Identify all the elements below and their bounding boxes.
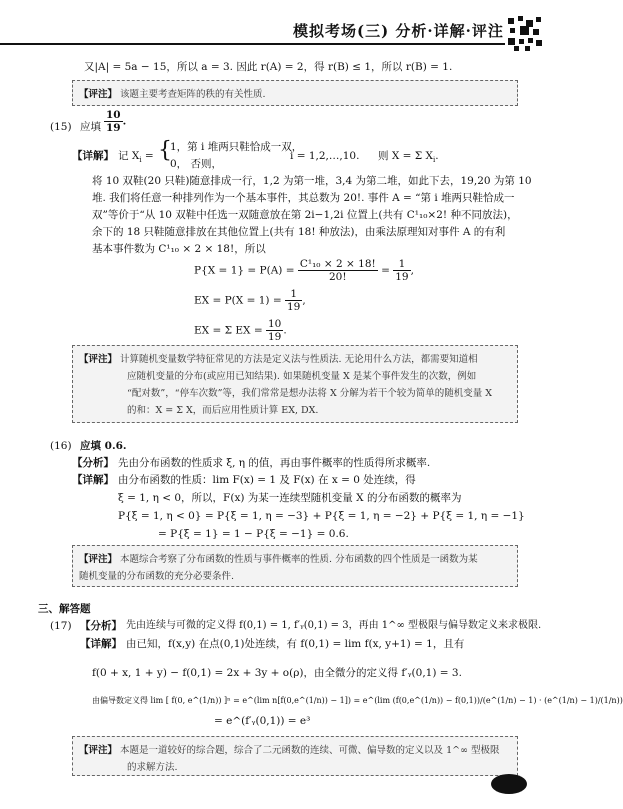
- comment-box-17: [72, 736, 518, 776]
- definition-case-2: 0， 否则，: [170, 158, 223, 170]
- definition-prefix: 记 $X_i$ =: [118, 150, 154, 165]
- comment-tag: 【评注】: [79, 745, 118, 756]
- detail-line: = e^(f′ᵧ(0,1)) = e³: [214, 715, 311, 727]
- answer-fraction-15: $\frac{10}{19}$ .: [106, 109, 127, 134]
- comment-line: 本题是一道较好的综合题，综合了二元函数的连续、可微、偏导数的定义以及 1^∞ 型极限: [120, 745, 500, 756]
- definition-sum: 则 X = Σ $X_i$.: [378, 150, 439, 165]
- formula-expectation-xi: EX = P(X = 1) = $\frac{1}{19}$ ,: [194, 288, 306, 313]
- comment-text: 该题主要考查矩阵的秩的有关性质.: [120, 89, 266, 100]
- comment-tag: 【评注】: [79, 354, 118, 365]
- formula-probability: P{X = 1} = P(A) = $\frac{\text{C¹₁₀ × 2 × 18!}}{20!}$ = $\frac{1}{19}$ ,: [194, 258, 414, 283]
- analysis-tag-16: 【分析】: [72, 457, 114, 469]
- analysis-tag-17: 【分析】: [80, 620, 122, 632]
- question-number-17: (17): [50, 620, 72, 632]
- question-number-16: (16): [50, 440, 72, 452]
- paragraph-line: 双”等价于“从 10 双鞋中任选一双随意放在第 2i−1,2i 位置上(共有 C¹₁₀×2! 种不同放法)，: [92, 209, 518, 221]
- comment-line: 的和：X = Σ X，而后应用性质计算 EX, DX.: [127, 405, 319, 416]
- detail-line: = P{ξ = 1} = 1 − P{ξ = −1} = 0.6.: [158, 528, 349, 540]
- comment-line: 本题综合考察了分布函数的性质与事件概率的性质. 分布函数的四个性质是一函数为某: [120, 554, 478, 565]
- comment-box-15: [72, 345, 518, 423]
- paragraph-line: 将 10 双鞋(20 只鞋)随意排成一行，1,2 为第一堆，3,4 为第二堆，如此下去，19,20 为第 10: [92, 175, 532, 187]
- detail-line: 由偏导数定义得 lim [ f(0, e^(1/n)) ]ⁿ = e^(lim n[f(0,e^(1/n)) − 1]) = e^(lim (f(0,e^(1/n)) − f(0,1))/(e^(1/n) − 1) · (e^(1/n) − 1)/(1/n)): [92, 696, 623, 705]
- detail-line: 由已知，f(x,y) 在点(0,1)处连续，有 f(0,1) = lim f(x, y+1) = 1，且有: [126, 638, 465, 650]
- answer-16: 应填 0.6.: [80, 440, 127, 452]
- detail-line: 由分布函数的性质：lim F(x) = 1 及 F(x) 在 x = 0 处连续，得: [118, 474, 416, 486]
- case-brace: {: [158, 138, 172, 163]
- definition-case-1: 1，第 i 堆两只鞋恰成一双，: [170, 141, 303, 153]
- question-number-15: (15): [50, 121, 72, 133]
- comment-line: 的求解方法.: [127, 762, 178, 773]
- paragraph-line: 堆. 我们将任意一种排列作为一个基本事件，其总数为 20!. 事件 A = “第 i 堆两只鞋恰成一: [92, 192, 515, 204]
- definition-range: i = 1,2,…,10.: [290, 150, 360, 162]
- analysis-text-16: 先由分布函数的性质求 ξ, η 的值，再由事件概率的性质得所求概率.: [118, 457, 431, 469]
- detail-line: f(0 + x, 1 + y) − f(0,1) = 2x + 3y + o(ρ)，由全微分的定义得 f′ᵧ(0,1) = 3.: [92, 667, 462, 679]
- comment-box-16: [72, 545, 518, 587]
- comment-line: 随机变量的分布函数的充分必要条件.: [79, 571, 235, 582]
- comment-tag: 【评注】: [79, 89, 118, 100]
- detail-tag-17: 【详解】: [80, 638, 122, 650]
- page-number-badge: [491, 774, 527, 794]
- comment-box-14: [72, 80, 518, 106]
- paragraph-line: 基本事件数为 C¹₁₀ × 2 × 18!，所以: [92, 243, 266, 255]
- formula-expectation-x: EX = Σ EX = $\frac{10}{19}$ .: [194, 318, 287, 343]
- comment-line: “配对数”，“停车次数”等，我们常常是想办法将 X 分解为若干个较为简单的随机变量 X: [127, 388, 493, 399]
- header-logo-icon: [506, 14, 544, 52]
- analysis-text-17: 先由连续与可微的定义得 f(0,1) = 1, f′ᵧ(0,1) = 3，再由 1^∞ 型极限与偏导数定义来求极限.: [126, 620, 542, 631]
- answer-label: 应填: [80, 121, 101, 133]
- section-heading: 三、解答题: [38, 603, 91, 615]
- detail-tag-15: 【详解】: [72, 150, 114, 162]
- page-header-title: 模拟考场(三) 分析·详解·评注: [293, 22, 504, 40]
- comment-line: 计算随机变量数学特征常见的方法是定义法与性质法. 无论用什么方法，都需要知道相: [120, 354, 478, 365]
- continuation-line: 又|A| = 5a − 15，所以 a = 3. 因此 r(A) = 2，得 r(B) ≤ 1，所以 r(B) = 1.: [84, 61, 453, 73]
- comment-line: 应随机变量的分布(或应用已知结果). 如果随机变量 X 是某个事件发生的次数，例如: [127, 371, 477, 382]
- comment-tag: 【评注】: [79, 554, 118, 565]
- detail-line: ξ = 1, η < 0，所以，F(x) 为某一连续型随机变量 X 的分布函数的概率为: [118, 492, 462, 504]
- header-rule: [0, 43, 505, 45]
- detail-tag-16: 【详解】: [72, 474, 114, 486]
- paragraph-line: 余下的 18 只鞋随意排放在其他位置上(共有 18! 种放法)，由乘法原理知对事件 A 的有利: [92, 226, 506, 238]
- detail-line: P{ξ = 1, η < 0} = P{ξ = 1, η = −3} + P{ξ = 1, η = −2} + P{ξ = 1, η = −1}: [118, 510, 525, 522]
